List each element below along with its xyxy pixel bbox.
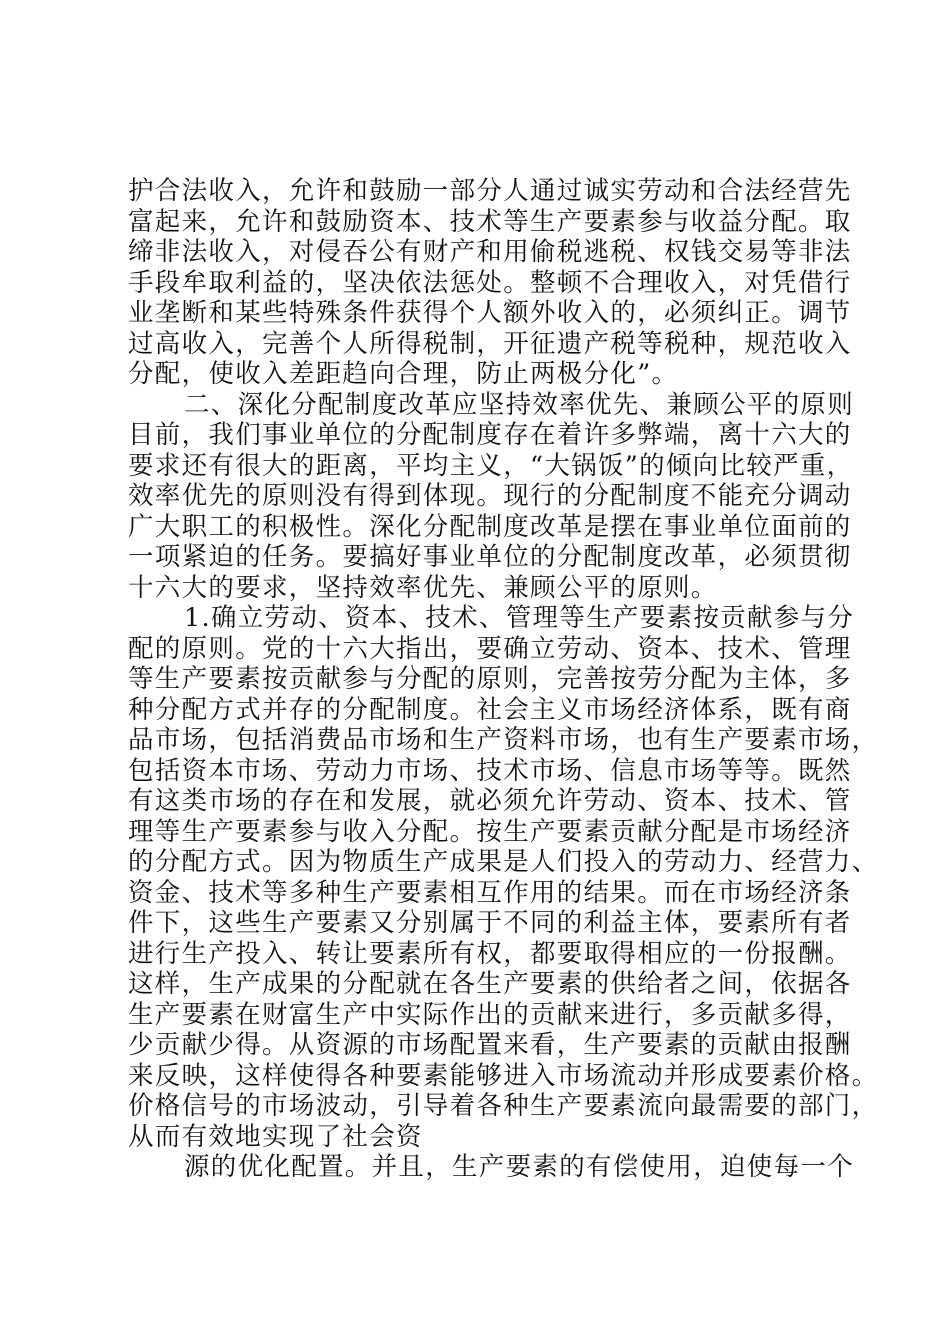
text-line: 要求还有很大的距离，平均主义，“大锅饭”的倾向比较严重， — [128, 450, 854, 481]
text-line: 种分配方式并存的分配制度。社会主义市场经济体系，既有商 — [128, 694, 852, 725]
text-line: 效率优先的原则没有得到体现。现行的分配制度不能充分调动 — [128, 481, 852, 511]
text-line: 缔非法收入，对侵吞公有财产和用偷税逃税、权钱交易等非法 — [128, 237, 852, 267]
text-line: 目前，我们事业单位的分配制度存在着许多弊端，离十六大的 — [128, 420, 852, 450]
text-line: 十六大的要求，坚持效率优先、兼顾公平的原则。 — [128, 572, 718, 603]
text-line: 生产要素在财富生产中实际作出的贡献来进行，多贡献多得， — [128, 999, 852, 1030]
numbered-paragraph-start: 1.确立劳动、资本、技术、管理等生产要素按贡献参与分 — [184, 603, 855, 633]
text-line: 价格信号的市场波动，引导着各种生产要素流向最需要的部门， — [128, 1091, 879, 1121]
text-line: 分配，使收入差距趋向合理，防止两极分化”。 — [128, 359, 679, 389]
text-line: 富起来，允许和鼓励资本、技术等生产要素参与收益分配。取 — [128, 206, 852, 237]
text-line: 过高收入，完善个人所得税制，开征遗产税等税种，规范收入 — [128, 328, 852, 359]
text-line: 来反映，这样使得各种要素能够进入市场流动并形成要素价格。 — [128, 1060, 879, 1091]
text-line: 护合法收入，允许和鼓励一部分人通过诚实劳动和合法经营先 — [128, 176, 852, 206]
text-line: 少贡献少得。从资源的市场配置来看，生产要素的贡献由报酬 — [128, 1030, 852, 1060]
text-line: 进行生产投入、转让要素所有权，都要取得相应的一份报酬。 — [128, 938, 852, 969]
text-line: 理等生产要素参与收入分配。按生产要素贡献分配是市场经济 — [128, 816, 852, 847]
text-line: 件下，这些生产要素又分别属于不同的利益主体，要素所有者 — [128, 908, 852, 938]
text-line: 广大职工的积极性。深化分配制度改革是摆在事业单位面前的 — [128, 511, 852, 542]
text-line: 有这类市场的存在和发展，就必须允许劳动、资本、技术、管 — [128, 786, 852, 816]
text-line: 资金、技术等多种生产要素相互作用的结果。而在市场经济条 — [128, 877, 852, 908]
paragraph-continuation: 源的优化配置。并且，生产要素的有偿使用，迫使每一个 — [184, 1152, 855, 1182]
text-line: 品市场，包括消费品市场和生产资料市场，也有生产要素市场， — [128, 725, 879, 755]
text-line: 业垄断和某些特殊条件获得个人额外收入的，必须纠正。调节 — [128, 298, 852, 328]
text-line: 从而有效地实现了社会资 — [128, 1121, 423, 1152]
text-line: 一项紧迫的任务。要搞好事业单位的分配制度改革，必须贯彻 — [128, 542, 852, 572]
text-line: 这样，生产成果的分配就在各生产要素的供给者之间，依据各 — [128, 969, 852, 999]
text-line: 的分配方式。因为物质生产成果是人们投入的劳动力、经营力、 — [128, 847, 879, 877]
text-line: 手段牟取利益的，坚决依法惩处。整顿不合理收入，对凭借行 — [128, 267, 852, 298]
document-page — [128, 176, 879, 1183]
text-line: 包括资本市场、劳动力市场、技术市场、信息市场等等。既然 — [128, 755, 852, 786]
section-heading: 二、深化分配制度改革应坚持效率优先、兼顾公平的原则 — [184, 389, 855, 420]
text-line: 等生产要素按贡献参与分配的原则，完善按劳分配为主体，多 — [128, 664, 852, 694]
text-line: 配的原则。党的十六大指出，要确立劳动、资本、技术、管理 — [128, 633, 852, 664]
